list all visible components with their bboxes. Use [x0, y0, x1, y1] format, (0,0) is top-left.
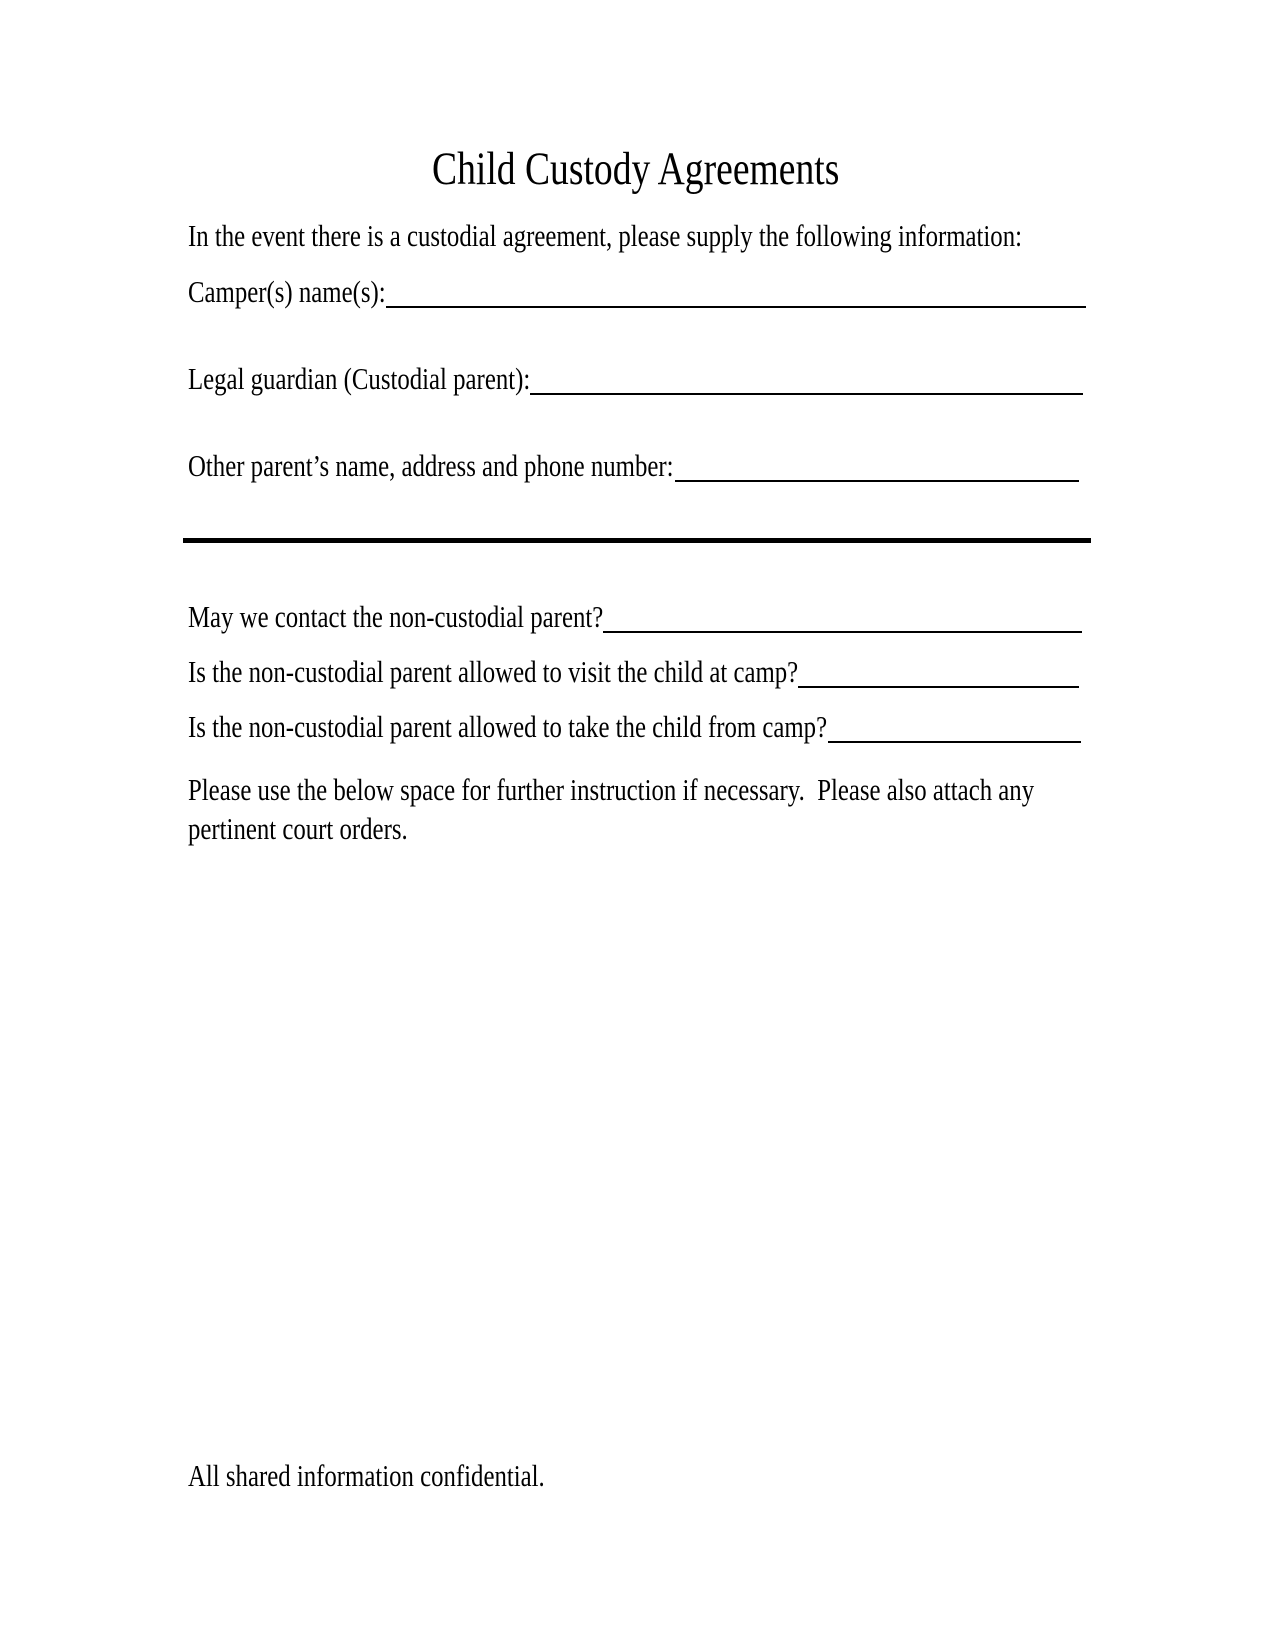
question-take-from-camp: Is the non-custodial parent allowed to take the child from camp? — [188, 709, 828, 744]
blank-line-campers-names — [386, 306, 1086, 308]
field-label-campers-names: Camper(s) name(s): — [188, 274, 386, 309]
page-title: Child Custody Agreements — [432, 143, 840, 195]
field-label-legal-guardian: Legal guardian (Custodial parent): — [188, 361, 531, 396]
blank-line-contact-noncustodial — [603, 631, 1082, 633]
blank-line-other-parent — [675, 480, 1079, 482]
instructions-text: Please use the below space for further instruction if necessary. Please also attach any pertinent court orders. — [188, 772, 1041, 846]
question-contact-noncustodial: May we contact the non-custodial parent? — [188, 599, 604, 634]
question-visit-at-camp: Is the non-custodial parent allowed to visit the child at camp? — [188, 654, 799, 689]
blank-line-visit-at-camp — [798, 686, 1079, 688]
confidential-note: All shared information confidential. — [188, 1458, 545, 1493]
blank-line-take-from-camp — [828, 741, 1081, 743]
field-label-other-parent: Other parent’s name, address and phone number: — [188, 448, 674, 483]
blank-line-legal-guardian — [530, 393, 1083, 395]
intro-text: In the event there is a custodial agreement, please supply the following information: — [188, 218, 1022, 253]
section-divider — [183, 538, 1091, 543]
